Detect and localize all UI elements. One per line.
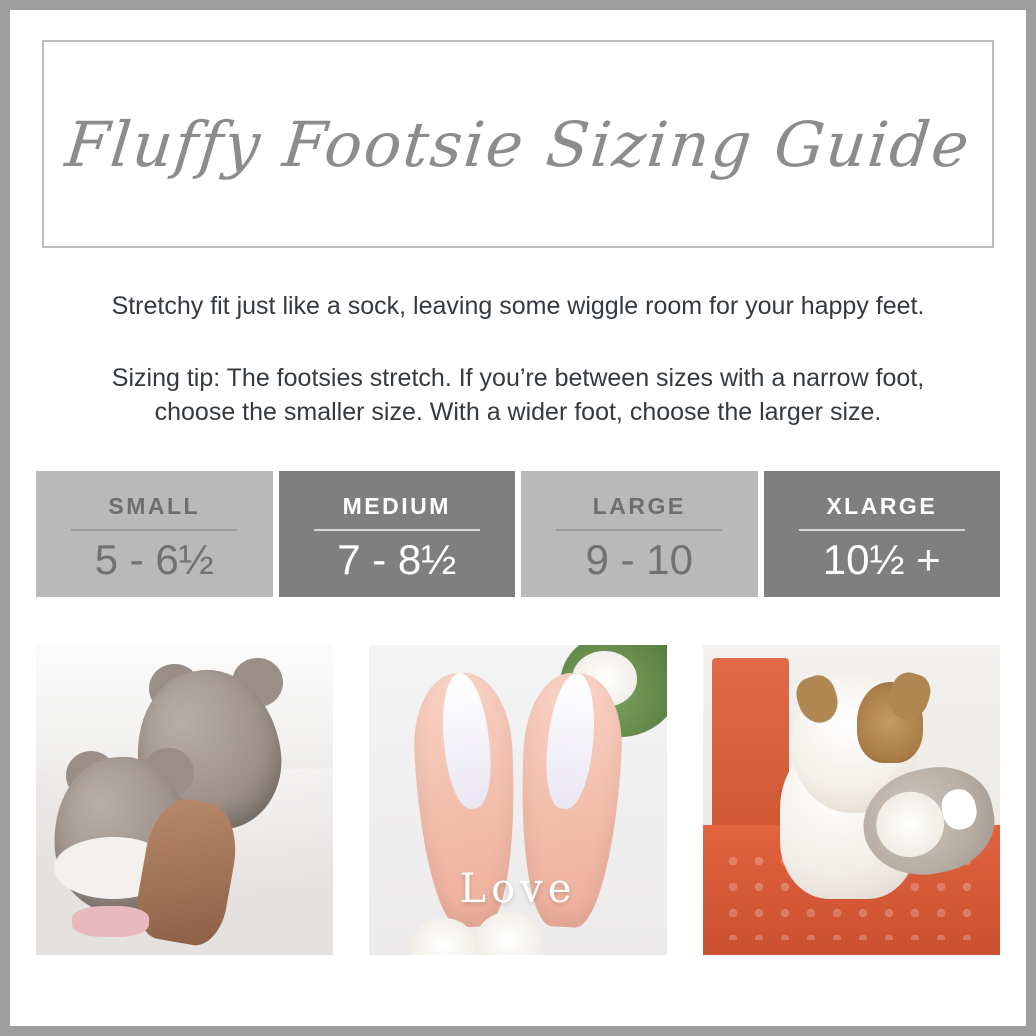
size-label-xlarge: XLARGE [799, 493, 965, 531]
size-value-medium: 7 - 8½ [337, 536, 457, 584]
size-value-small: 5 - 6½ [94, 536, 214, 584]
size-cell-xlarge [764, 471, 1001, 597]
size-label-small: SMALL [71, 493, 237, 531]
size-label-medium: MEDIUM [314, 493, 480, 531]
intro-paragraph: Stretchy fit just like a sock, leaving some wiggle room for your happy feet. [111, 292, 925, 320]
size-value-xlarge: 10½ + [822, 536, 941, 584]
product-photos [36, 645, 1000, 955]
chair-back [712, 658, 789, 838]
flower-decoration [476, 912, 541, 955]
photo-love-slippers [369, 645, 666, 955]
size-cell-large [521, 471, 758, 597]
intro-copy [36, 290, 1000, 429]
slipper-pink-accent [72, 906, 149, 937]
photo-cat-slippers [36, 645, 333, 955]
love-caption: Love [459, 865, 577, 912]
page-title: Fluffy Footsie Sizing Guide [61, 107, 975, 181]
size-value-large: 9 - 10 [585, 536, 693, 584]
size-cell-small [36, 471, 273, 597]
slipper-lining [870, 786, 950, 864]
size-cell-medium [279, 471, 516, 597]
sizing-tip-line-2: choose the smaller size. With a wider foot, choose the larger size. [154, 397, 882, 426]
paw-print-icon [939, 787, 981, 833]
size-label-large: LARGE [556, 493, 722, 531]
size-table [36, 471, 1000, 597]
sizing-tip-line-1: Sizing tip: The footsies stretch. If you’re between sizes with a narrow foot, [111, 363, 925, 392]
page-inner [10, 10, 1026, 1026]
title-banner [42, 40, 994, 248]
photo-bulldog-slipper [703, 645, 1000, 955]
